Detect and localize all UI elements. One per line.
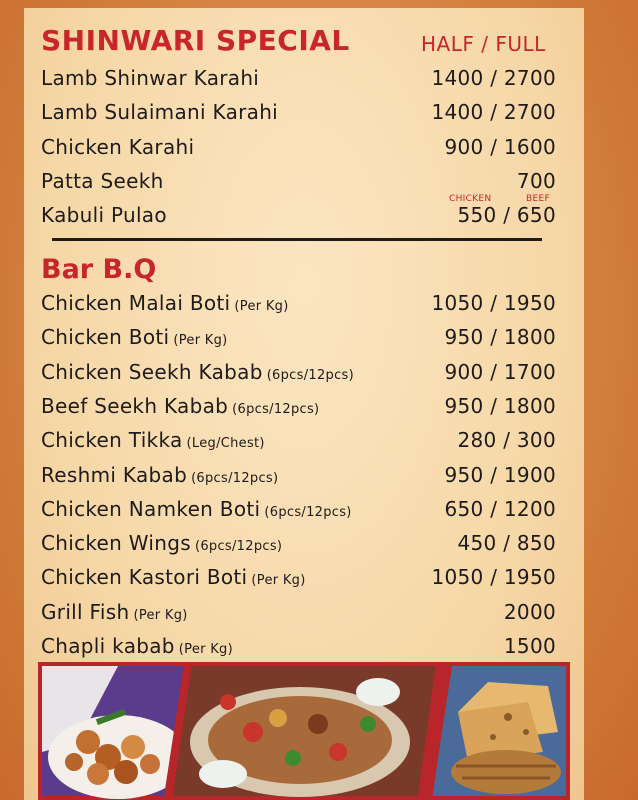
- dish-price: 1050 / 1950: [431, 565, 556, 590]
- dish-portion-note: (Per Kg): [251, 573, 306, 589]
- bbq-item-name: [41, 394, 319, 418]
- bbq-item: [41, 631, 556, 661]
- shinwari-item-name: [41, 203, 167, 227]
- dish-name: Patta Seekh: [41, 168, 164, 193]
- dish-price: 950 / 1800: [444, 393, 556, 418]
- bbq-item-name: [41, 325, 228, 349]
- dish-price: 1050 / 1950: [431, 291, 556, 315]
- dish-name: Lamb Sulaimani Karahi: [41, 100, 279, 125]
- dish-portion-note: (Per Kg): [234, 299, 289, 314]
- bbq-item: [41, 460, 556, 490]
- section-divider: [52, 238, 542, 241]
- bbq-item-name: [41, 360, 354, 384]
- dish-price: 1400 / 2700: [431, 100, 556, 125]
- bbq-item-name: [41, 463, 278, 487]
- shinwari-item: [41, 97, 556, 127]
- dish-name: Chicken Kastori Boti: [41, 565, 248, 590]
- shinwari-item-name: [41, 66, 259, 90]
- bbq-item-name: [41, 565, 306, 589]
- section-title-bbq: Bar B.Q: [41, 254, 157, 285]
- dish-portion-note: (6pcs/12pcs): [191, 470, 279, 486]
- dish-price: 700: [516, 168, 556, 193]
- pulao-beef-label: BEEF: [526, 194, 550, 204]
- dish-portion-note: (Per Kg): [173, 333, 228, 349]
- shinwari-item-name: [41, 135, 194, 159]
- pulao-chicken-label: CHICKEN: [449, 194, 492, 204]
- shinwari-item: [41, 166, 556, 196]
- bbq-item-name: [41, 291, 289, 315]
- dish-name: Chicken Karahi: [41, 134, 195, 159]
- dish-name: Chicken Namken Boti: [41, 496, 261, 521]
- bbq-item: [41, 562, 556, 592]
- bbq-platter-image: [42, 666, 188, 799]
- dish-name: Chapli kabab: [41, 634, 175, 658]
- dish-name: Beef Seekh Kabab: [41, 393, 229, 418]
- bbq-item: [41, 425, 556, 455]
- dish-portion-note: (6pcs/12pcs): [266, 367, 354, 383]
- dish-name: Chicken Seekh Kabab: [41, 359, 263, 384]
- dish-name: Chicken Boti: [41, 325, 170, 350]
- shinwari-item: [41, 63, 556, 93]
- column-header-half-full: HALF / FULL: [421, 32, 546, 56]
- dish-price: 950 / 1800: [444, 325, 556, 350]
- dish-price: 950 / 1900: [444, 462, 556, 487]
- bbq-item: [41, 357, 556, 387]
- bbq-item: [41, 597, 556, 627]
- food-photo-strip: [38, 662, 570, 800]
- section-title-shinwari: SHINWARI SPECIAL: [41, 24, 350, 57]
- naan-basket-image: [432, 666, 566, 796]
- dish-name: Chicken Malai Boti: [41, 291, 231, 315]
- dish-portion-note: (Leg/Chest): [186, 436, 265, 452]
- dish-price: 1500: [503, 634, 556, 658]
- bbq-item: [41, 391, 556, 421]
- bbq-item-name: [41, 634, 233, 658]
- bbq-item: [41, 494, 556, 524]
- shinwari-item: [41, 132, 556, 162]
- dish-portion-note: (6pcs/12pcs): [194, 539, 283, 555]
- bbq-item-name: [41, 428, 265, 452]
- dish-name: Chicken Wings: [41, 531, 191, 556]
- dish-price: 650 / 1200: [444, 496, 556, 521]
- shinwari-item-name: [41, 100, 278, 124]
- dish-price: 280 / 300: [457, 428, 556, 453]
- dish-portion-note: (Per Kg): [178, 642, 233, 657]
- shinwari-item-name: [41, 169, 164, 193]
- bbq-item: [41, 528, 556, 558]
- dish-price: 450 / 850: [457, 531, 556, 556]
- dish-name: Kabuli Pulao: [41, 203, 167, 228]
- shinwari-item: [41, 200, 556, 230]
- dish-price: 900 / 1700: [444, 359, 556, 384]
- dish-name: Grill Fish: [41, 599, 130, 624]
- bbq-item-name: [41, 497, 352, 521]
- dish-price: 900 / 1600: [444, 134, 556, 159]
- dish-portion-note: (Per Kg): [133, 607, 188, 623]
- bbq-item: [41, 322, 556, 352]
- dish-name: Lamb Shinwar Karahi: [41, 66, 260, 90]
- dish-portion-note: (6pcs/12pcs): [264, 504, 352, 520]
- dish-portion-note: (6pcs/12pcs): [232, 401, 320, 417]
- dish-name: Reshmi Kabab: [41, 462, 188, 487]
- grill-platter-image: [164, 666, 436, 797]
- bbq-item-name: [41, 600, 188, 624]
- dish-price: 2000: [503, 599, 556, 624]
- dish-price: 550 / 650: [457, 203, 556, 228]
- bbq-item: [41, 288, 556, 318]
- bbq-item-name: [41, 531, 282, 555]
- dish-price: 1400 / 2700: [431, 66, 556, 90]
- dish-name: Chicken Tikka: [41, 428, 183, 453]
